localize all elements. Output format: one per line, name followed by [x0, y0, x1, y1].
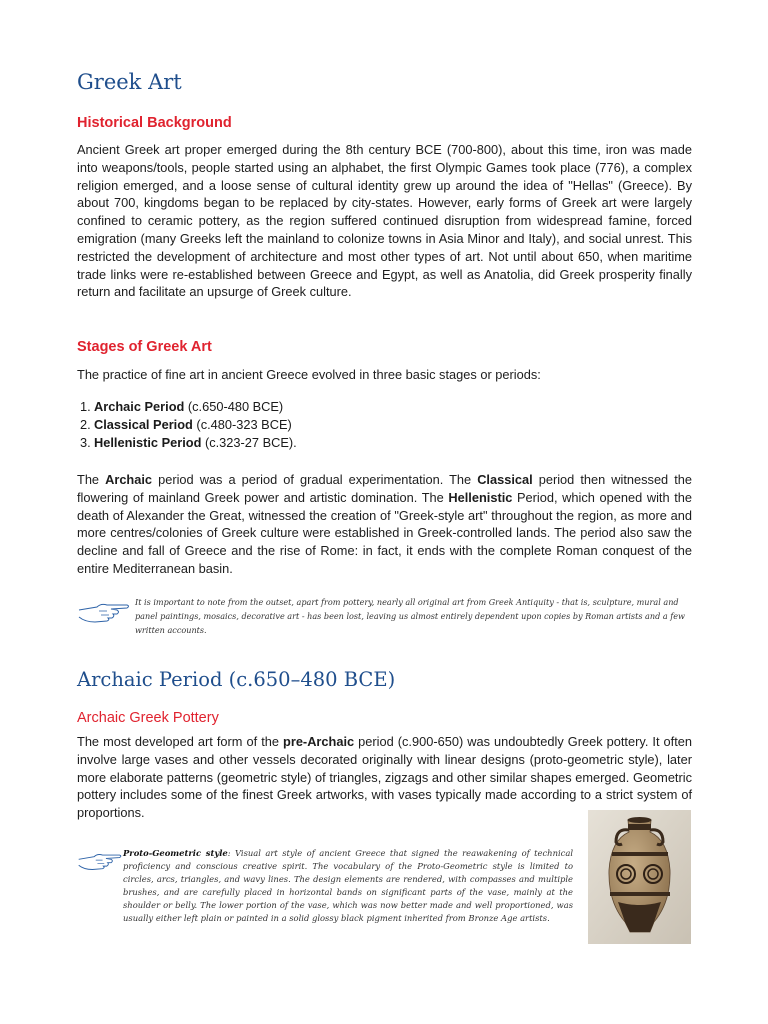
list-item: 2. Classical Period (c.480-323 BCE)	[80, 416, 292, 432]
pointing-hand-icon	[77, 597, 131, 627]
historical-background-heading: Historical Background	[77, 115, 232, 131]
stages-heading: Stages of Greek Art	[77, 339, 212, 355]
archaic-pottery-text: The most developed art form of the pre-Archaic period (c.900-650) was undoubtedly Greek pottery. It often involve large vases and other vessels decorated originally with linear designs (proto-geometric style), later more elaborate patterns (geometric style) of triangles, zigzags and other similar shapes emerged. Geometric pottery includes some of the finest Greek artworks, with vases typically made according to a strict system of proportions.	[77, 734, 692, 821]
stages-intro: The practice of fine art in ancient Greece evolved in three basic stages or periods:	[77, 367, 541, 382]
page-title: Greek Art	[77, 70, 182, 94]
archaic-pottery-heading: Archaic Greek Pottery	[77, 710, 219, 726]
periods-list	[80, 398, 297, 451]
amphora-vase-image	[588, 810, 691, 944]
pointing-hand-icon	[77, 848, 123, 874]
lost-art-note: It is important to note from the outset, apart from pottery, nearly all original art from Greek Antiquity - that is, sculpture, mural and panel paintings, mosaics, decorative art - has been lost, leaving us almost entirely dependent upon copies by Roman artists and a few written accounts.	[135, 597, 685, 635]
historical-background-text: Ancient Greek art proper emerged during the 8th century BCE (700-800), about this time, iron was made into weapons/tools, people started using an alphabet, the first Olympic Games took place (776), a complex religion emerged, and a loose sense of cultural identity grew up around the idea of "Hellas" (Greece). By about 700, kingdoms began to be replaced by city-states. However, early forms of Greek art were largely confined to ceramic pottery, as the region suffered continued disruption from widespread famine, forced emigration (many Greeks left the mainland to colonize towns in Asia Minor and Italy), and social unrest. This restricted the development of architecture and most other types of art. Not until about 650, when maritime trade links were re-established between Greece and Egypt, as well as Anatolia, did Greek prosperity finally return and facilitate an upsurge of Greek culture.	[77, 142, 692, 300]
list-item: 1. Archaic Period (c.650-480 BCE)	[80, 399, 284, 414]
proto-geometric-note: Proto-Geometric style: Visual art style of ancient Greece that signed the reawakening of technical proficiency and conscious creative spirit. The vocabulary of the Proto-Geometric style is limited to circles, arcs, triangles, and wavy lines. The design elements are rendered, with compasses and multiple brushes, and are carefully placed in horizontal bands on significant parts of the vase, mainly at the shoulder or belly. The lower portion of the vase, which was now better made and well proportioned, was usually either left plain or painted in a solid glossy black pigment inherited from Bronze Age artists.	[123, 848, 574, 924]
periods-description: The Archaic period was a period of gradual experimentation. The Classical period then witnessed the flowering of mainland Greek power and artistic domination. The Hellenistic Period, which opened with the death of Alexander the Great, witnessed the creation of "Greek-style art" throughout the region, as more and more centres/colonies of Greek culture were established in Greek-controlled lands. The period also saw the decline and fall of Greece and the rise of Rome: in fact, it ends with the complete Roman conquest of the entire Mediterranean basin.	[77, 472, 693, 576]
list-item: 3. Hellenistic Period (c.323-27 BCE).	[80, 434, 297, 450]
archaic-period-title: Archaic Period (c.650–480 BCE)	[77, 668, 396, 691]
